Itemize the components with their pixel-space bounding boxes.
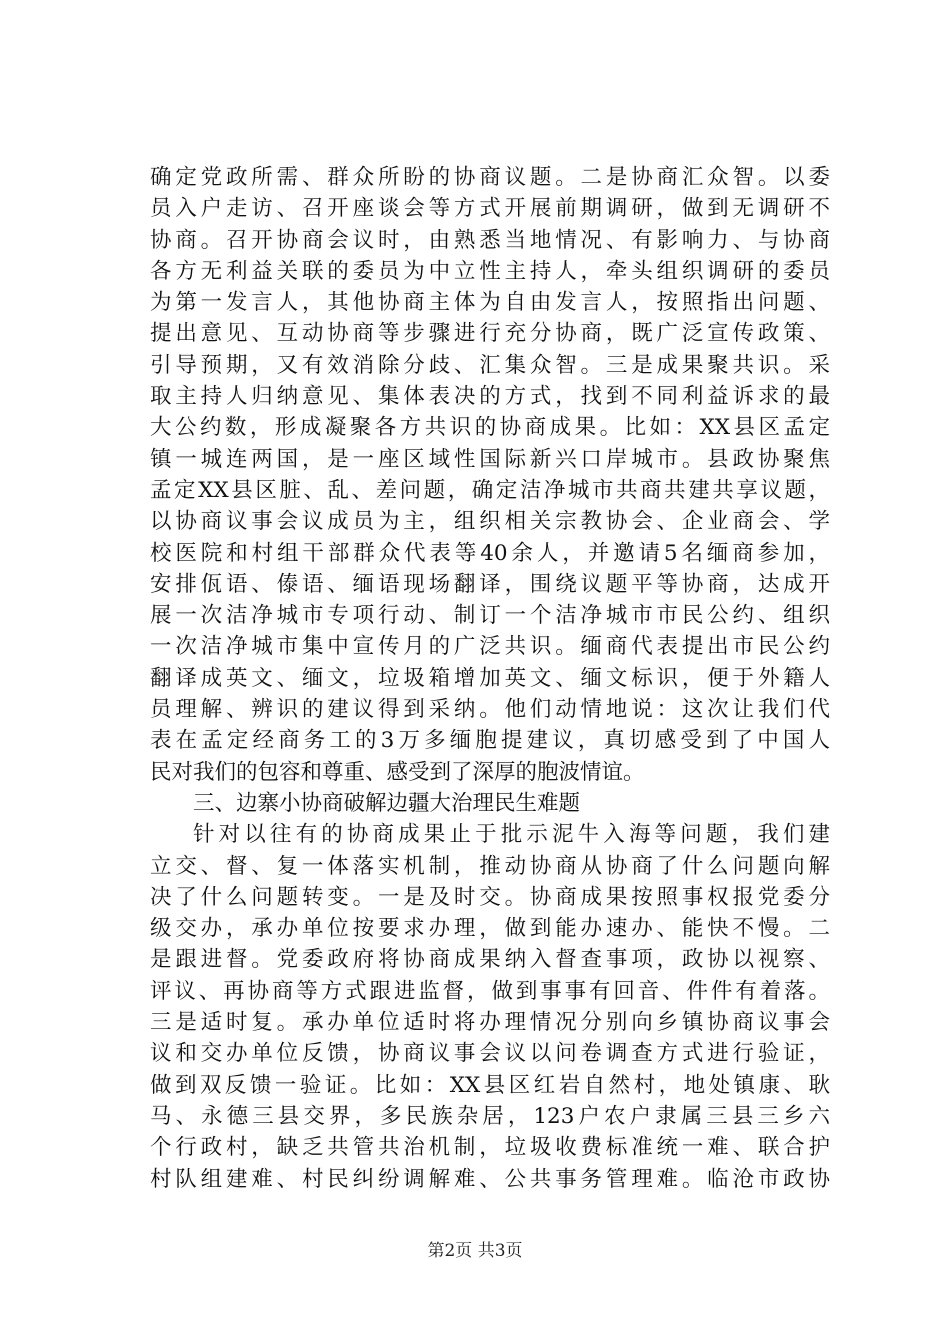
text-line: 议和交办单位反馈，协商议事会议以问卷调查方式进行验证， xyxy=(150,1041,830,1067)
text-line: 做到双反馈一验证。比如：XX县区红岩自然村，地处镇康、耿 xyxy=(150,1072,830,1098)
text-line: 个行政村，缺乏共管共治机制，垃圾收费标准统一难、联合护 xyxy=(150,1135,830,1161)
document-body xyxy=(150,162,830,1195)
text-line: 评议、再协商等方式跟进监督，做到事事有回音、件件有着落。 xyxy=(150,978,830,1004)
text-line: 校医院和村组干部群众代表等40余人，并邀请5名缅商参加， xyxy=(150,540,830,566)
section-heading: 三、边寨小协商破解边疆大治理民生难题 xyxy=(193,790,581,816)
text-line: 以协商议事会议成员为主，组织相关宗教协会、企业商会、学 xyxy=(150,509,830,535)
text-line: 孟定XX县区脏、乱、差问题，确定洁净城市共商共建共享议题， xyxy=(150,477,830,503)
text-line: 提出意见、互动协商等步骤进行充分协商，既广泛宣传政策、 xyxy=(150,321,830,347)
text-line: 一次洁净城市集中宣传月的广泛共识。缅商代表提出市民公约 xyxy=(150,634,830,660)
text-line: 为第一发言人，其他协商主体为自由发言人，按照指出问题、 xyxy=(150,290,830,316)
text-line: 表在孟定经商务工的3万多缅胞提建议，真切感受到了中国人 xyxy=(150,728,830,754)
text-line: 立交、督、复一体落实机制，推动协商从协商了什么问题向解 xyxy=(150,853,830,879)
text-line: 取主持人归纳意见、集体表决的方式，找到不同利益诉求的最 xyxy=(150,384,830,410)
text-line: 引导预期，又有效消除分歧、汇集众智。三是成果聚共识。采 xyxy=(150,352,830,378)
text-line: 确定党政所需、群众所盼的协商议题。二是协商汇众智。以委 xyxy=(150,165,830,190)
page-footer: 第2页 共3页 xyxy=(427,1241,523,1261)
text-line: 是跟进督。党委政府将协商成果纳入督查事项，政协以视察、 xyxy=(150,947,830,973)
text-line: 针对以往有的协商成果止于批示泥牛入海等问题，我们建 xyxy=(193,822,830,848)
text-line: 协商。召开协商会议时，由熟悉当地情况、有影响力、与协商 xyxy=(150,227,830,253)
text-line: 民对我们的包容和尊重、感受到了深厚的胞波情谊。 xyxy=(150,759,645,785)
text-line: 级交办，承办单位按要求办理，做到能办速办、能快不慢。二 xyxy=(150,916,830,942)
text-line: 安排佤语、傣语、缅语现场翻译，围绕议题平等协商，达成开 xyxy=(150,571,830,597)
text-line: 各方无利益关联的委员为中立性主持人，牵头组织调研的委员 xyxy=(150,258,830,284)
text-line: 村队组建难、村民纠纷调解难、公共事务管理难。临沧市政协 xyxy=(150,1166,830,1192)
text-line: 马、永德三县交界，多民族杂居，123户农户隶属三县三乡六 xyxy=(150,1103,830,1129)
text-line: 三是适时复。承办单位适时将办理情况分别向乡镇协商议事会 xyxy=(150,1010,830,1036)
text-line: 镇一城连两国，是一座区域性国际新兴口岸城市。县政协聚焦 xyxy=(150,446,830,472)
text-line: 员理解、辨识的建议得到采纳。他们动情地说：这次让我们代 xyxy=(150,697,830,723)
text-line: 员入户走访、召开座谈会等方式开展前期调研，做到无调研不 xyxy=(150,196,830,222)
text-line: 展一次洁净城市专项行动、制订一个洁净城市市民公约、组织 xyxy=(150,603,830,629)
text-line: 大公约数，形成凝聚各方共识的协商成果。比如：XX县区孟定 xyxy=(150,415,830,441)
text-line: 决了什么问题转变。一是及时交。协商成果按照事权报党委分 xyxy=(150,884,830,910)
text-line: 翻译成英文、缅文，垃圾箱增加英文、缅文标识，便于外籍人 xyxy=(150,665,830,691)
